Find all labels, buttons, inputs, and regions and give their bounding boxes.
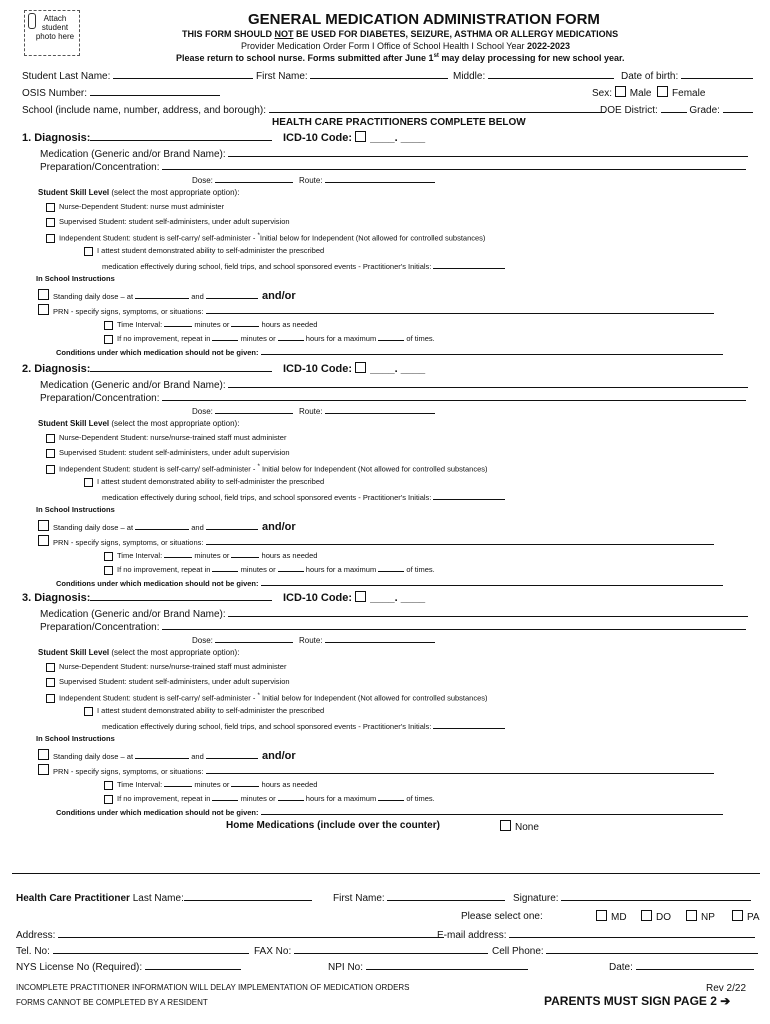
return-note: Please return to school nurse. Forms submitted after June 1st may delay processing for new school year. — [176, 53, 625, 63]
form-title: GENERAL MEDICATION ADMINISTRATION FORM — [248, 11, 600, 28]
attest-checkbox[interactable]: I attest student demonstrated ability to self-administer the prescribed — [84, 246, 324, 256]
np-option: NP — [686, 910, 715, 923]
hcp-tel-field[interactable]: Tel. No: — [16, 944, 249, 957]
male-checkbox[interactable] — [615, 86, 626, 97]
hcp-email-field[interactable]: E-mail address: — [437, 928, 755, 941]
dose-field[interactable]: Dose: — [192, 406, 293, 416]
medication-field[interactable]: Medication (Generic and/or Brand Name): — [40, 378, 748, 391]
preparation-field[interactable]: Preparation/Concentration: — [40, 391, 746, 404]
section-divider — [12, 873, 760, 874]
checkbox[interactable] — [104, 552, 113, 561]
skill-independent[interactable]: Independent Student: student is self-carry/ self-administer - *Initial below for Independent (Not allowed for controlled substances) — [46, 232, 485, 243]
hcp-cell-field[interactable]: Cell Phone: — [492, 944, 758, 957]
skill-supervised[interactable]: Supervised Student: student self-administers, under adult supervision — [46, 448, 290, 458]
checkbox[interactable] — [38, 535, 49, 546]
in-school-instructions-label: In School Instructions — [36, 734, 115, 743]
checkbox[interactable] — [46, 218, 55, 227]
practitioner-initials-field[interactable]: medication effectively during school, field trips, and school sponsored events - Practitioner's Initials: — [102, 721, 505, 731]
skill-nurse-dependent[interactable]: Nurse-Dependent Student: nurse/nurse-trained staff must administer — [46, 662, 286, 672]
hcp-npi-field[interactable]: NPI No: — [328, 960, 528, 973]
checkbox[interactable] — [46, 449, 55, 458]
osis-number-field[interactable]: OSIS Number: — [22, 86, 220, 99]
revision-label: Rev 2/22 — [706, 983, 747, 994]
standing-dose-option[interactable]: Standing daily dose – at and and/or — [38, 749, 296, 762]
checkbox[interactable] — [38, 749, 49, 760]
checkbox[interactable] — [46, 465, 55, 474]
skill-level-label: Student Skill Level (select the most appropriate option): — [38, 419, 240, 428]
time-interval-field[interactable]: Time Interval: minutes or hours as needed — [104, 779, 317, 790]
route-field[interactable]: Route: — [299, 406, 435, 416]
student-first-name-field[interactable]: First Name: — [256, 69, 448, 82]
route-field[interactable]: Route: — [299, 635, 435, 645]
checkbox[interactable] — [84, 478, 93, 487]
icd-checkbox[interactable] — [355, 131, 366, 142]
checkbox[interactable] — [84, 247, 93, 256]
preparation-field[interactable]: Preparation/Concentration: — [40, 620, 746, 633]
repeat-field[interactable]: If no improvement, repeat in minutes or hours for a maximum of times. — [104, 333, 435, 344]
student-middle-field[interactable]: Middle: — [453, 69, 614, 82]
dose-field[interactable]: Dose: — [192, 175, 293, 185]
prn-option[interactable]: PRN - specify signs, symptoms, or situations: — [38, 304, 714, 316]
time-interval-field[interactable]: Time Interval: minutes or hours as needed — [104, 550, 317, 561]
hcp-first-name-field[interactable]: First Name: — [333, 891, 505, 904]
in-school-instructions-label: In School Instructions — [36, 505, 115, 514]
md-checkbox[interactable] — [596, 910, 607, 921]
do-option: DO — [641, 910, 671, 923]
standing-dose-option[interactable]: Standing daily dose – at and and/or — [38, 520, 296, 533]
medication-field[interactable]: Medication (Generic and/or Brand Name): — [40, 147, 748, 160]
sex-selector: Sex: Male Female — [592, 88, 706, 99]
checkbox[interactable] — [84, 707, 93, 716]
female-checkbox[interactable] — [657, 86, 668, 97]
checkbox[interactable] — [104, 795, 113, 804]
checkbox[interactable] — [38, 764, 49, 775]
hcp-address-field[interactable]: Address: — [16, 928, 444, 941]
hcp-fax-field[interactable]: FAX No: — [254, 944, 488, 957]
icd-code-field[interactable]: ICD-10 Code: ____. ____ — [283, 132, 426, 144]
skill-nurse-dependent[interactable]: Nurse-Dependent Student: nurse/nurse-trained staff must administer — [46, 433, 286, 443]
dose-field[interactable]: Dose: — [192, 635, 293, 645]
none-option: None — [500, 820, 539, 833]
skill-nurse-dependent[interactable]: Nurse-Dependent Student: nurse must administer — [46, 202, 224, 212]
checkbox[interactable] — [46, 678, 55, 687]
conditions-field[interactable]: Conditions under which medication should not be given: — [56, 347, 723, 357]
checkbox[interactable] — [46, 434, 55, 443]
in-school-instructions-label: In School Instructions — [36, 274, 115, 283]
hcp-signature-field[interactable]: Signature: — [513, 891, 751, 904]
checkbox[interactable] — [38, 520, 49, 531]
checkbox[interactable] — [104, 335, 113, 344]
diagnosis-field[interactable]: 2. Diagnosis: — [22, 362, 272, 375]
form-subtitle: THIS FORM SHOULD NOT BE USED FOR DIABETES, SEIZURE, ASTHMA OR ALLERGY MEDICATIONS — [182, 29, 619, 39]
do-checkbox[interactable] — [641, 910, 652, 921]
checkbox[interactable] — [104, 781, 113, 790]
repeat-field[interactable]: If no improvement, repeat in minutes or hours for a maximum of times. — [104, 793, 435, 804]
school-field[interactable]: School (include name, number, address, and borough): — [22, 103, 605, 116]
student-photo-placeholder[interactable] — [24, 10, 80, 56]
icd-checkbox[interactable] — [355, 362, 366, 373]
attest-checkbox[interactable]: I attest student demonstrated ability to self-administer the prescribed — [84, 706, 324, 716]
doe-district-grade-field[interactable]: DOE District: Grade: — [600, 103, 753, 116]
repeat-field[interactable]: If no improvement, repeat in minutes or hours for a maximum of times. — [104, 564, 435, 575]
practitioner-initials-field[interactable]: medication effectively during school, field trips, and school sponsored events - Practitioner's Initials: — [102, 261, 505, 271]
hcp-section-header: HEALTH CARE PRACTITIONERS COMPLETE BELOW — [272, 117, 526, 128]
standing-dose-option[interactable]: Standing daily dose – at and and/or — [38, 289, 296, 302]
icd-code-field[interactable]: ICD-10 Code: ____. ____ — [283, 363, 426, 375]
attest-checkbox[interactable]: I attest student demonstrated ability to self-administer the prescribed — [84, 477, 324, 487]
checkbox[interactable] — [104, 566, 113, 575]
pa-checkbox[interactable] — [732, 910, 743, 921]
skill-level-label: Student Skill Level (select the most appropriate option): — [38, 188, 240, 197]
diagnosis-field[interactable]: 1. Diagnosis: — [22, 131, 272, 144]
right-arrow-icon: ➔ — [720, 994, 731, 1008]
please-select-label: Please select one: — [461, 911, 543, 922]
md-option: MD — [596, 910, 627, 923]
np-checkbox[interactable] — [686, 910, 697, 921]
prn-option[interactable]: PRN - specify signs, symptoms, or situations: — [38, 764, 714, 776]
icd-checkbox[interactable] — [355, 591, 366, 602]
hcp-last-name-field[interactable]: Health Care Practitioner Last Name: — [16, 891, 312, 904]
checkbox[interactable] — [46, 694, 55, 703]
time-interval-field[interactable]: Time Interval: minutes or hours as needed — [104, 319, 317, 330]
hcp-date-field[interactable]: Date: — [609, 960, 754, 973]
icd-code-field[interactable]: ICD-10 Code: ____. ____ — [283, 592, 426, 604]
home-medications-label: Home Medications (include over the counter) — [226, 820, 440, 831]
photo-label: Attach student photo here — [35, 14, 75, 41]
hcp-license-field[interactable]: NYS License No (Required): — [16, 960, 241, 973]
conditions-field[interactable]: Conditions under which medication should not be given: — [56, 578, 723, 588]
footer-note-resident: FORMS CANNOT BE COMPLETED BY A RESIDENT — [16, 998, 208, 1007]
provider-line: Provider Medication Order Form I Office of School Health I School Year 2022-2023 — [241, 41, 571, 51]
practitioner-initials-field[interactable]: medication effectively during school, field trips, and school sponsored events - Practitioner's Initials: — [102, 492, 505, 502]
skill-level-label: Student Skill Level (select the most appropriate option): — [38, 648, 240, 657]
checkbox[interactable] — [38, 289, 49, 300]
checkbox[interactable] — [38, 304, 49, 315]
paperclip-icon — [28, 13, 36, 29]
date-of-birth-field[interactable]: Date of birth: — [621, 69, 753, 82]
conditions-field[interactable]: Conditions under which medication should not be given: — [56, 807, 723, 817]
pa-option: PA — [732, 910, 760, 923]
skill-supervised[interactable]: Supervised Student: student self-administers, under adult supervision — [46, 217, 290, 227]
skill-supervised[interactable]: Supervised Student: student self-administers, under adult supervision — [46, 677, 290, 687]
checkbox[interactable] — [46, 663, 55, 672]
footer-note-incomplete: INCOMPLETE PRACTITIONER INFORMATION WILL DELAY IMPLEMENTATION OF MEDICATION ORDERS — [16, 983, 410, 992]
checkbox[interactable] — [46, 203, 55, 212]
checkbox[interactable] — [104, 321, 113, 330]
prn-option[interactable]: PRN - specify signs, symptoms, or situations: — [38, 535, 714, 547]
skill-independent[interactable]: Independent Student: student is self-carry/ self-administer - * Initial below for Independent (Not allowed for controlled substances) — [46, 463, 488, 474]
none-checkbox[interactable] — [500, 820, 511, 831]
student-last-name-field[interactable]: Student Last Name: — [22, 69, 253, 82]
diagnosis-field[interactable]: 3. Diagnosis: — [22, 591, 272, 604]
preparation-field[interactable]: Preparation/Concentration: — [40, 160, 746, 173]
checkbox[interactable] — [46, 234, 55, 243]
skill-independent[interactable]: Independent Student: student is self-carry/ self-administer - * Initial below for Independent (Not allowed for controlled substances) — [46, 692, 488, 703]
parents-sign-note: PARENTS MUST SIGN PAGE 2 ➔ — [544, 994, 731, 1008]
medication-field[interactable]: Medication (Generic and/or Brand Name): — [40, 607, 748, 620]
route-field[interactable]: Route: — [299, 175, 435, 185]
